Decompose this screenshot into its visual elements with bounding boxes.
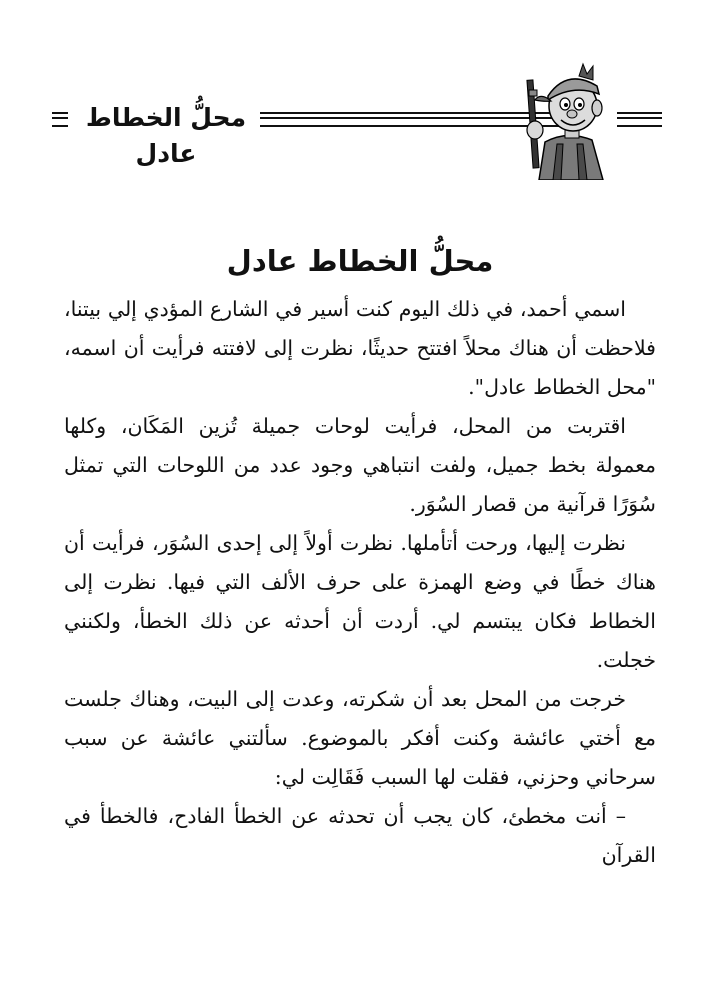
running-header: [52, 60, 662, 180]
paragraph: اسمي أحمد، في ذلك اليوم كنت أسير في الشارع المؤدي إلي بيتنا، فلاحظت أن هناك محلاً افتتح حديثًا، نظرت إلى لافتته فرأيت أن اسمه، "محل الخطاط عادل".: [64, 297, 656, 399]
header-rule-left: [52, 112, 68, 127]
calligrapher-mascot-icon: [517, 60, 617, 180]
story-title: محلُّ الخطاط عادل: [226, 244, 494, 279]
paragraph: اقتربت من المحل، فرأيت لوحات جميلة تُزين المَكَان، وكلها معمولة بخط جميل، ولفت انتباهي وجود عدد من اللوحات التي تمثل سُوَرًا قرآنية من قصار السُوَر.: [64, 414, 656, 516]
running-title: محلُّ الخطاط عادل: [85, 103, 247, 168]
header-rule-right: [617, 112, 662, 127]
paragraph: – أنت مخطئ، كان يجب أن تحدثه عن الخطأ الفادح، فالخطأ في القرآن: [64, 804, 656, 867]
paragraph: خرجت من المحل بعد أن شكرته، وعدت إلى البيت، وهناك جلست مع أختي عائشة وكنت أفكر بالموضوع. سألتني عائشة عن سبب سرحاني وحزني، فقلت لها السبب فَقَالِت لي:: [64, 687, 656, 789]
paragraph: نظرت إليها، ورحت أتأملها. نظرت أولاً إلى إحدى السُوَر، فرأيت أن هناك خطًا في وضع الهمزة على حرف الألف التي فيها. نظرت إلى الخطاط فكان يبتسم لي. أردت أن أحدثه عن ذلك الخطأ، ولكنني خجلت.: [64, 531, 656, 672]
story-body: [64, 290, 656, 875]
